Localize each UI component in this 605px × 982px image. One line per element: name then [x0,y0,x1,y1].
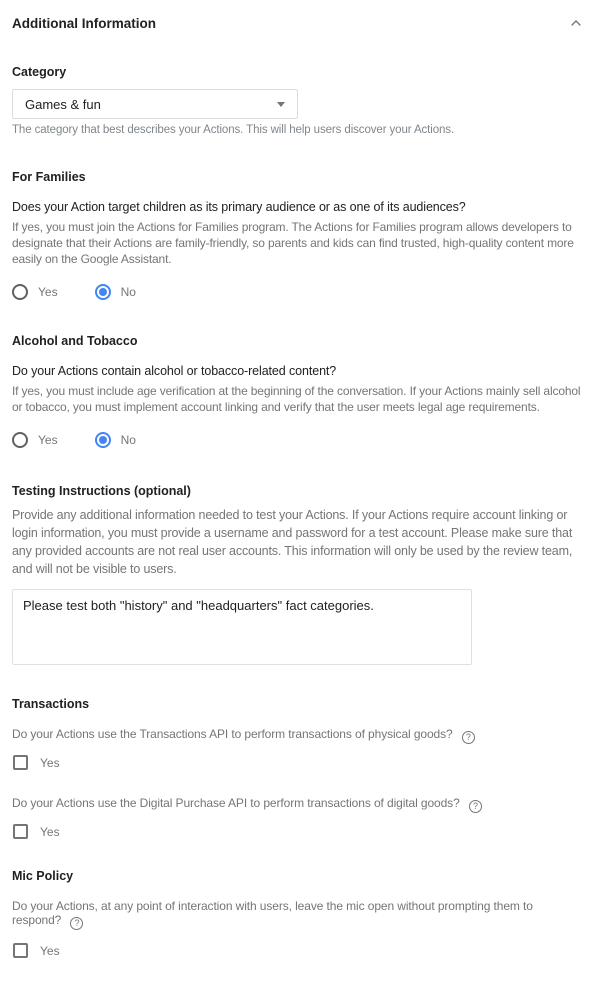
help-icon[interactable]: ? [70,917,83,930]
radio-label: Yes [38,433,58,447]
checkbox-unchecked-icon[interactable] [13,943,28,958]
transactions-title: Transactions [12,697,90,711]
radio-label: No [120,285,136,299]
for-families-radio-group [12,284,593,300]
alcohol-tobacco-title: Alcohol and Tobacco [12,334,138,348]
for-families-question: Does your Action target children as its primary audience or as one of its audiences? [12,200,466,214]
for-families-radio-no[interactable] [95,284,136,300]
alcohol-tobacco-question: Do your Actions contain alcohol or tobacco-related content? [12,364,337,378]
transactions-physical-question: Do your Actions use the Transactions API to perform transactions of physical goods? ? [12,727,593,744]
checkbox-label: Yes [40,755,60,770]
for-families-radio-yes[interactable] [12,284,58,300]
help-icon[interactable]: ? [469,800,482,813]
for-families-helper-text: If yes, you must join the Actions for Families program. The Actions for Families program allows developers to designate that their Actions are family-friendly, so parents and kids can find trusted, high-quality content more easily on the Google Assistant. [12,220,574,266]
category-select[interactable] [12,89,298,119]
dropdown-arrow-icon [277,102,285,107]
transactions-digital-checkbox-row [12,824,593,839]
alcohol-tobacco-radio-no[interactable] [95,432,136,448]
mic-policy-checkbox-row [12,943,593,958]
panel-header [12,13,593,33]
category-helper-text: The category that best describes your Actions. This will help users discover your Actions. [12,124,455,136]
chevron-up-icon [569,16,583,30]
for-families-title: For Families [12,170,86,184]
testing-instructions-input[interactable] [12,589,472,665]
radio-unselected-icon [12,432,28,448]
transactions-physical-checkbox-row [12,755,593,770]
checkbox-label: Yes [40,824,60,839]
checkbox-label: Yes [40,943,60,958]
alcohol-tobacco-helper-text: If yes, you must include age verification at the beginning of the conversation. If your Actions mainly sell alcohol or tobacco, you must implement account linking and verify that the user meets legal age requirements. [12,384,581,414]
collapse-section-button[interactable] [567,14,585,32]
alcohol-tobacco-radio-group [12,432,593,448]
radio-selected-icon [95,284,111,300]
mic-policy-question: Do your Actions, at any point of interaction with users, leave the mic open without prompting them to respond? ? [12,899,533,928]
help-icon[interactable]: ? [462,731,475,744]
radio-label: No [120,433,136,447]
category-selected-value: Games & fun [25,96,101,112]
page-title: Additional Information [12,15,156,31]
radio-label: Yes [38,285,58,299]
radio-selected-icon [95,432,111,448]
checkbox-unchecked-icon[interactable] [13,824,28,839]
alcohol-tobacco-radio-yes[interactable] [12,432,58,448]
testing-instructions-title: Testing Instructions (optional) [12,484,191,498]
radio-unselected-icon [12,284,28,300]
checkbox-unchecked-icon[interactable] [13,755,28,770]
category-label: Category [12,65,67,79]
mic-policy-title: Mic Policy [12,869,74,883]
transactions-digital-question: Do your Actions use the Digital Purchase API to perform transactions of digital goods? ? [12,796,593,813]
testing-instructions-description: Provide any additional information needed to test your Actions. If your Actions require account linking or login information, you must provide a username and password for a test account. Please make sure that any provided accounts are not real user accounts. This information will only be used by the review team, and will not be visible to users. [12,508,573,576]
